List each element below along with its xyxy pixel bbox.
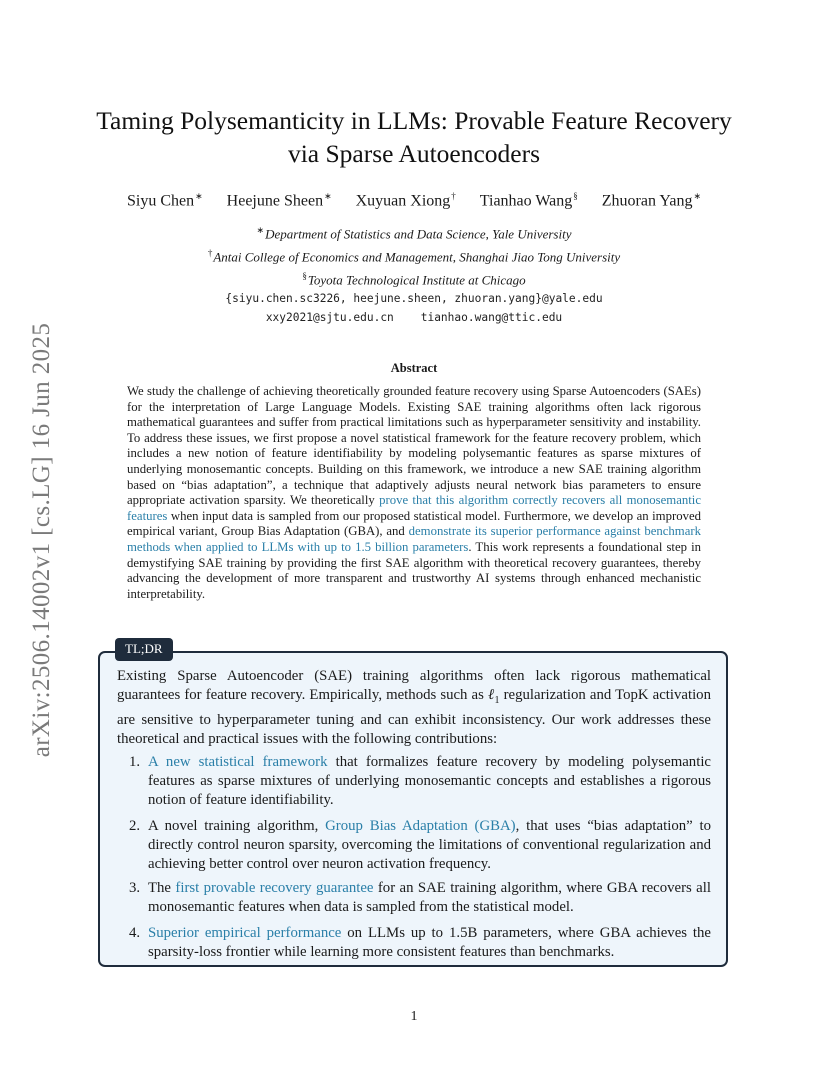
- affiliation-mark: ∗: [256, 225, 265, 235]
- contribution-number: 2.: [129, 818, 141, 834]
- author: [602, 191, 701, 210]
- arxiv-identifier-stamp: arXiv:2506.14002v1 [cs.LG] 16 Jun 2025: [28, 322, 55, 758]
- ell-subscript: 1: [494, 694, 500, 706]
- affiliation-text: Antai College of Economics and Management, Shanghai Jiao Tong University: [213, 249, 621, 265]
- author-name: Tianhao Wang: [479, 192, 573, 210]
- contribution-link[interactable]: Group Bias Adaptation (GBA): [325, 818, 516, 834]
- affiliation-list: [80, 221, 748, 289]
- paper-title: [80, 104, 748, 170]
- author: [127, 191, 203, 210]
- abstract-heading: Abstract: [390, 361, 438, 375]
- author-name: Siyu Chen: [127, 192, 195, 210]
- author-name: Xuyuan Xiong: [355, 192, 451, 210]
- contribution-suffix: , that uses “bias adaptation” to directly control neuron sparsity, overcoming the limitations of conventional regularization and achieving better control over neuron activation frequency.: [148, 818, 711, 872]
- author-mark: §: [573, 191, 578, 201]
- ell-symbol: ℓ: [487, 686, 495, 703]
- contribution-suffix: that formalizes feature recovery by modeling polysemantic features as sparse mixtures of underlying monosemantic concepts and establishes a rigorous notion of feature identifiability.: [148, 754, 712, 808]
- author-mark: †: [451, 191, 456, 201]
- affiliation-text: Department of Statistics and Data Science, Yale University: [265, 226, 572, 242]
- contribution-text: [148, 753, 711, 810]
- abstract-body: [127, 384, 701, 602]
- author-mark: ∗: [693, 191, 701, 201]
- tldr-intro-text: Existing Sparse Autoencoder (SAE) training algorithms often lack rigorous mathematical guarantees for feature recovery. Empirically, methods such as: [117, 668, 711, 703]
- contribution-item: [125, 879, 711, 917]
- tldr-label: TL;DR: [115, 638, 173, 661]
- tldr-intro-text: regularization and TopK activation are sensitive to hyperparameter tuning and can exhibit inconsistency. Our work addresses these theoretical and practical issues with the following contributions:: [117, 686, 711, 747]
- email-block: [80, 289, 748, 327]
- affiliation: [80, 244, 748, 267]
- abstract-link-performance[interactable]: demonstrate its superior performance against benchmark methods when applied to LLMs with up to 1.5 billion parameters: [127, 524, 701, 554]
- author: [227, 191, 332, 210]
- contribution-link[interactable]: A new statistical framework: [148, 754, 328, 770]
- abstract-text: when input data is sampled from our proposed statistical model. Furthermore, we develop an improved empirical variant, Group Bias Adaptation (GBA), and: [127, 508, 702, 539]
- contribution-prefix: A novel training algorithm,: [148, 818, 326, 834]
- tldr-intro: [117, 667, 711, 749]
- contribution-prefix: The: [148, 880, 176, 896]
- page-number: 1: [410, 1009, 418, 1024]
- contribution-item: [125, 924, 711, 962]
- title-line-1: Taming Polysemanticity in LLMs: Provable Feature Recovery: [96, 106, 732, 135]
- affiliation: [80, 221, 748, 244]
- contribution-number: 4.: [129, 925, 141, 941]
- contribution-text: [148, 879, 711, 917]
- abstract-text: We study the challenge of achieving theoretically grounded feature recovery using Sparse Autoencoders (SAEs) for the interpretation of Large Language Models. Existing SAE training algorithms often lack rigorous mathematical guarantees and suffer from practical limitations such as hyperparameter sensitivity and instability. To address these issues, we first propose a novel statistical framework for the feature recovery problem, which includes a new notion of feature identifiability by modeling polysemantic features as sparse mixtures of underlying monosemantic concepts. Building on this framework, we introduce a new SAE training algorithm based on “bias adaptation”, a technique that adaptively adjusts neural network bias parameters to ensure appropriate activation sparsity. We theoretically: [127, 384, 701, 508]
- contribution-number: 1.: [129, 754, 141, 770]
- abstract-text: . This work represents a foundational step in demystifying SAE training by providing the first SAE algorithm with theoretical recovery guarantees, thereby advancing the development of more transparent and trustworthy AI systems through enhanced mechanistic interpretability.: [127, 539, 701, 601]
- contribution-number: 3.: [129, 880, 141, 896]
- email-line-1[interactable]: {siyu.chen.sc3226, heejune.sheen, zhuoran.yang}@yale.edu: [225, 292, 603, 305]
- author-name: Heejune Sheen: [226, 192, 324, 210]
- author: [356, 191, 456, 210]
- contribution-item: [125, 753, 711, 810]
- contribution-link[interactable]: Superior empirical performance: [148, 925, 342, 941]
- affiliation-text: Toyota Technological Institute at Chicago: [307, 271, 526, 287]
- title-line-2: via Sparse Autoencoders: [287, 139, 541, 168]
- contribution-suffix: on LLMs up to 1.5B parameters, where GBA achieves the sparsity-loss frontier while learning more consistent features than benchmarks.: [148, 925, 711, 960]
- abstract-link-proof[interactable]: prove that this algorithm correctly recovers all monosemantic features: [127, 493, 701, 523]
- contribution-text: [148, 817, 711, 874]
- contribution-item: [125, 817, 711, 874]
- affiliation-mark: †: [207, 247, 213, 258]
- author: [480, 191, 578, 210]
- author-mark: ∗: [195, 191, 203, 201]
- email-line-2[interactable]: xxy2021@sjtu.edu.cn tianhao.wang@ttic.edu: [265, 311, 563, 324]
- contribution-text: [148, 924, 711, 962]
- contribution-link[interactable]: first provable recovery guarantee: [175, 880, 374, 896]
- contribution-suffix: for an SAE training algorithm, where GBA recovers all monosemantic features when data is sampled from the statistical model.: [148, 880, 711, 915]
- affiliation: [80, 267, 748, 290]
- author-list: [80, 191, 748, 210]
- author-name: Zhuoran Yang: [601, 192, 693, 210]
- author-mark: ∗: [324, 191, 332, 201]
- affiliation-mark: §: [302, 270, 307, 281]
